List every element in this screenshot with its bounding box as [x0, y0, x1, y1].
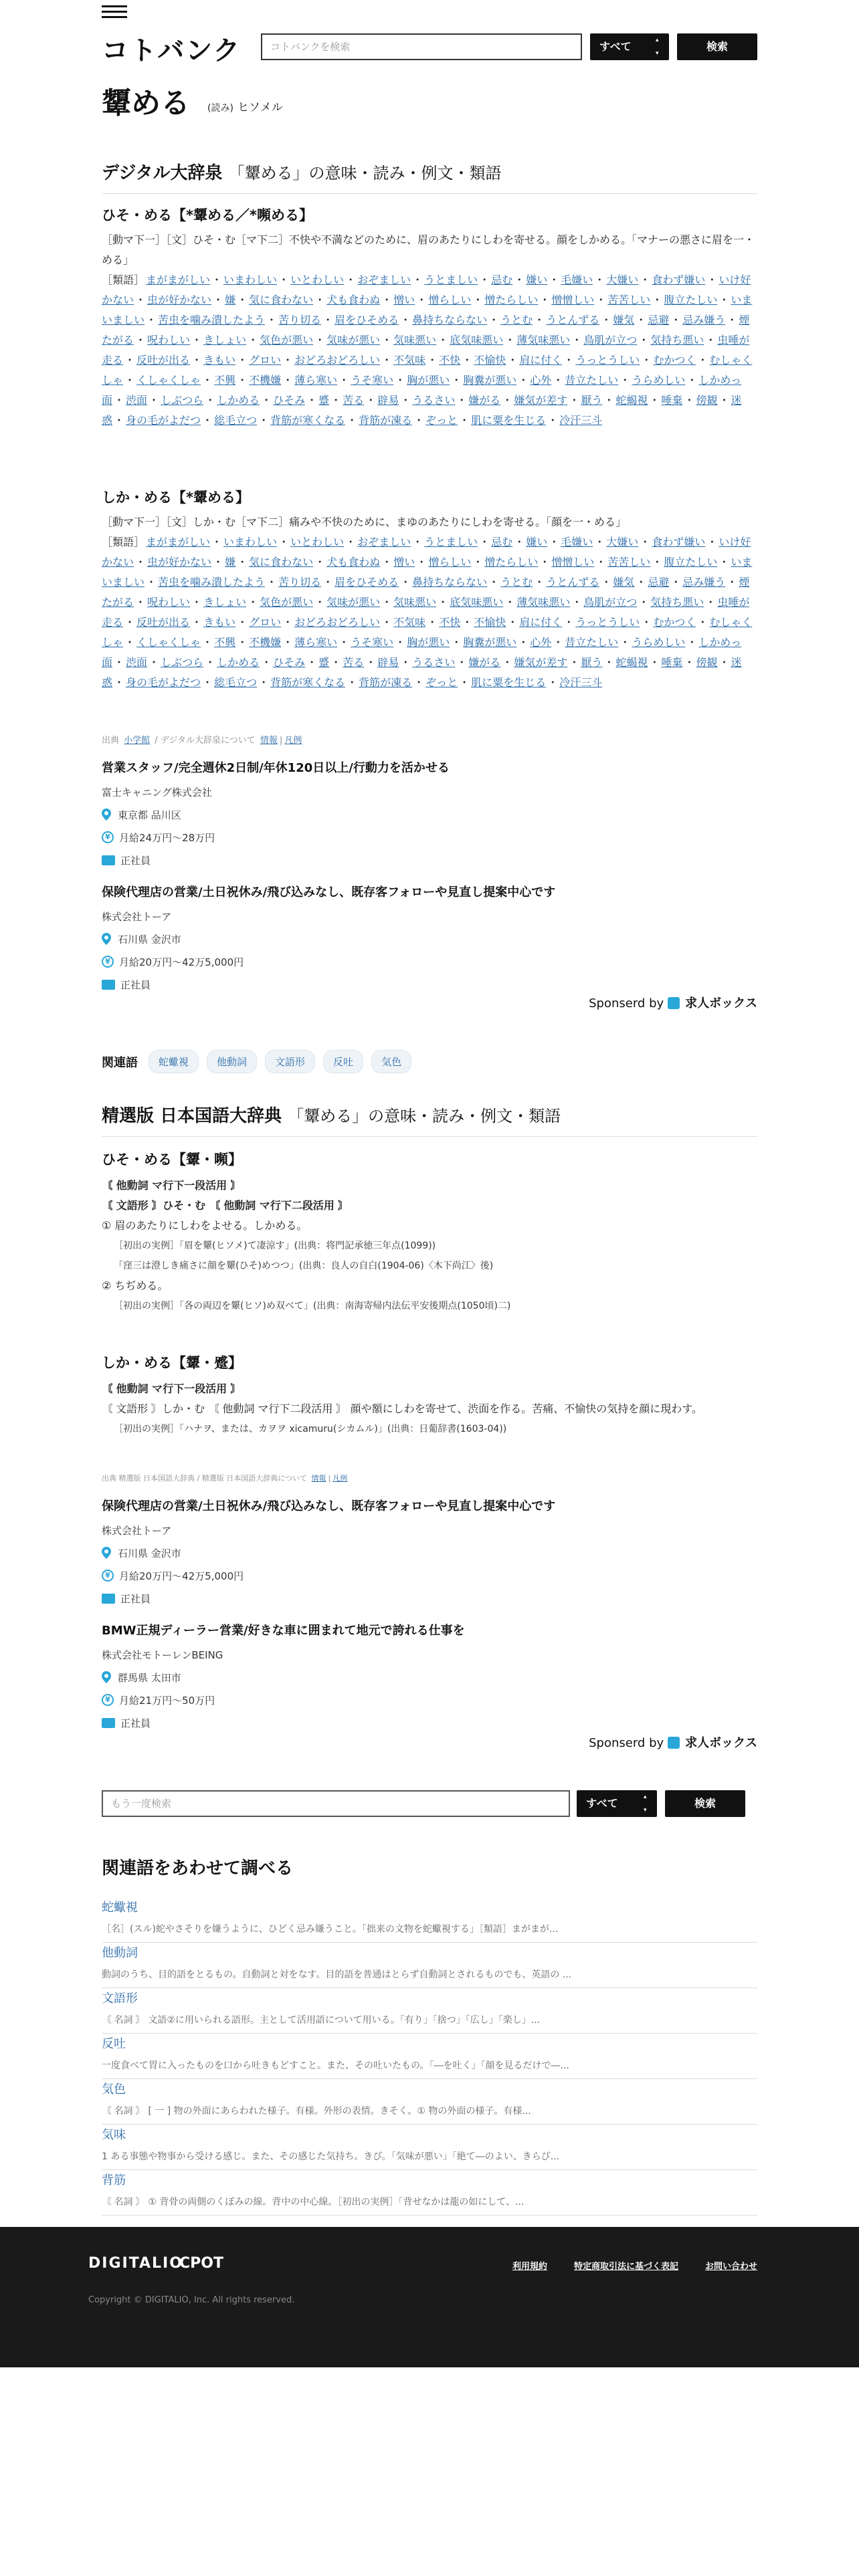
job-title[interactable]: 保険代理店の営業/土日祝休み/飛び込みなし、既存客フォローや見直し提案中心です: [102, 885, 556, 899]
synonym-link[interactable]: 眉をひそめる: [335, 576, 399, 588]
synonym-link[interactable]: 薄ら寒い: [294, 374, 338, 387]
synonym-link[interactable]: 不機嫌: [249, 374, 282, 387]
synonym-link[interactable]: 呪わしい: [147, 596, 191, 609]
briefcase-icon: [102, 1718, 115, 1728]
synonym-link[interactable]: 気持ち悪い: [650, 596, 704, 609]
synonym-link[interactable]: 大嫌い: [606, 274, 639, 286]
synonym-link[interactable]: おぞましい: [357, 274, 411, 286]
synonym-link[interactable]: 胸糞が悪い: [463, 374, 517, 387]
entry-heading: しか・める【顰・蹙】: [102, 1355, 242, 1371]
related-word-link[interactable]: 気味: [102, 2128, 126, 2142]
synonym-link[interactable]: 反吐が出る: [136, 616, 191, 629]
synonym-link[interactable]: しかめる: [217, 656, 260, 669]
related-word-desc: 1 ある事態や物事から受ける感じ。また、その感じた気持ち。きび。「気味が悪い」「絶て―のよい、きらび...: [102, 2151, 560, 2162]
synonym-link[interactable]: うとましい: [424, 536, 478, 548]
related-word-link[interactable]: 反吐: [102, 2037, 126, 2051]
synonym-link[interactable]: 薄気味悪い: [516, 334, 571, 346]
synonym-link[interactable]: 気色が悪い: [260, 334, 314, 346]
related-word-desc: 〘 名詞 〙 ① 背骨の両側のくぼみの線。背中の中心線。［初出の実例］「背せなかは龍の如にして、...: [102, 2197, 524, 2208]
synonym-link[interactable]: うそ寒い: [351, 374, 394, 387]
related-tag[interactable]: 反吐: [323, 1050, 363, 1073]
synonym-link[interactable]: 身の毛がよだつ: [126, 676, 201, 689]
location-pin-icon: [102, 1671, 111, 1683]
synonym-links: まがまがしい ・ いまわしい ・ いとわしい ・ おぞましい ・ うとましい ・ 忌む ・ 嫌い ・ 毛嫌い ・ 大嫌い ・ 食わず嫌い ・ いけ好かない ・ 虫が好かない ・ 嫌 ・ 気に食わない ・ 犬も食わぬ ・ 憎い ・ 憎らしい ・ 憎たらしい ・ 憎憎しい ・ 苦苦しい ・ 腹立たしい ・ いまいましい ・ 苦虫を噛み潰したよう ・ 苦り切る ・ 眉をひそめる ・ 鼻持ちならない ・ うとむ ・ うとんずる ・ 嫌気 ・ 忌避 ・ 忌み嫌う ・ 煙たがる ・ 呪わしい ・ きしょい ・ 気色が悪い ・ 気味が悪い ・ 気味悪い ・ 底気味悪い ・ 薄気味悪い ・ 鳥肌が立つ ・ 気持ち悪い ・ 虫唾が走る ・ 反吐が出る ・ きもい ・ グロい ・ おどろおどろしい ・ 不気味 ・ 不快 ・ 不愉快 ・ 肩に付く ・ うっとうしい ・ むかつく ・ むしゃくしゃ ・ くしゃくしゃ ・ 不興 ・ 不機嫌 ・ 薄ら寒い ・ うそ寒い ・ 胸が悪い ・ 胸糞が悪い ・ 心外 ・ 昔立たしい ・ うらめしい ・ しかめっ面 ・ 渋面 ・ しぶつら ・ しかめる ・ ひそみ ・ 蹙 ・ 苦る ・ 辟易 ・ うるさい ・ 嫌がる ・ 嫌気が差す ・ 厭う ・ 蛇蝎視 ・ 唾棄 ・ 傍観 ・ 迷惑 ・ 身の毛がよだつ ・ 総毛立つ ・ 背筋が寒くなる ・ 背筋が凍る ・ ぞっと ・ 肌に粟を生じる ・ 冷汗三斗: [102, 536, 753, 689]
synonym-link[interactable]: 気に食わない: [249, 556, 314, 568]
synonym-link[interactable]: 肩に付く: [519, 354, 563, 366]
related-word-link[interactable]: 他動詞: [102, 1946, 138, 1960]
yen-icon: ¥: [102, 1570, 114, 1582]
synonym-link[interactable]: 嫌い: [526, 536, 548, 548]
synonym-link[interactable]: 毛嫌い: [561, 274, 593, 286]
synonym-link[interactable]: くしゃくしゃ: [136, 374, 201, 387]
synonym-link[interactable]: 背筋が寒くなる: [270, 676, 346, 689]
bottom-search-input[interactable]: もう一度検索: [102, 1790, 570, 1817]
related-word-desc: 動詞のうち、目的語をとるもの。自動詞と対をなす。目的語を普通はとらず自動詞とされるものでも、英語の ...: [102, 1969, 572, 1980]
synonym-link[interactable]: 苦苦しい: [607, 556, 651, 568]
synonym-link[interactable]: しかめっ面: [102, 636, 742, 669]
synonym-link[interactable]: うとんずる: [546, 576, 600, 588]
entry-definition: 〘 他動詞 マ行下一段活用 〙 〘 文語形 〙しか・む 〘 他動詞 マ行下二段活用 〙 顔や額にしわを寄せて、渋面を作る。苦痛、不愉快の気持を顔に現わす。 ［初出の実例］「ハナヲ、または、カヲヲ xicamuru(シカムル)」(出典：日葡辞書(1603‐04)): [102, 1382, 703, 1434]
synonym-link[interactable]: 気に食わない: [249, 294, 314, 306]
synonym-link[interactable]: いまわしい: [223, 274, 278, 286]
synonym-link[interactable]: 虫が好かない: [147, 294, 212, 306]
location-pin-icon: [102, 1547, 111, 1559]
synonym-link[interactable]: 肩に付く: [519, 616, 563, 629]
synonym-link[interactable]: 気持ち悪い: [650, 334, 704, 346]
synonym-link[interactable]: 蹙: [318, 394, 330, 407]
synonym-link[interactable]: 苦り切る: [278, 314, 322, 326]
synonym-link[interactable]: きもい: [203, 354, 236, 366]
synonym-link[interactable]: うとんずる: [546, 314, 600, 326]
related-search-item[interactable]: [102, 2080, 757, 2125]
synonym-link[interactable]: ひそみ: [273, 394, 306, 407]
job-company: 株式会社モトーレンBEING: [102, 1649, 223, 1661]
synonym-link[interactable]: むしゃくしゃ: [102, 616, 753, 649]
source-legend-link[interactable]: 凡例: [284, 736, 302, 746]
job-company: 株式会社トーア: [102, 1525, 172, 1537]
synonym-links: まがまがしい ・ いまわしい ・ いとわしい ・ おぞましい ・ うとましい ・ 忌む ・ 嫌い ・ 毛嫌い ・ 大嫌い ・ 食わず嫌い ・ いけ好かない ・ 虫が好かない ・ 嫌 ・ 気に食わない ・ 犬も食わぬ ・ 憎い ・ 憎らしい ・ 憎たらしい ・ 憎憎しい ・ 苦苦しい ・ 腹立たしい ・ いまいましい ・ 苦虫を噛み潰したよう ・ 苦り切る ・ 眉をひそめる ・ 鼻持ちならない ・ うとむ ・ うとんずる ・ 嫌気 ・ 忌避 ・ 忌み嫌う ・ 煙たがる ・ 呪わしい ・ きしょい ・ 気色が悪い ・ 気味が悪い ・ 気味悪い ・ 底気味悪い ・ 薄気味悪い ・ 鳥肌が立つ ・ 気持ち悪い ・ 虫唾が走る ・ 反吐が出る ・ きもい ・ グロい ・ おどろおどろしい ・ 不気味 ・ 不快 ・ 不愉快 ・ 肩に付く ・ うっとうしい ・ むかつく ・ むしゃくしゃ ・ くしゃくしゃ ・ 不興 ・ 不機嫌 ・ 薄ら寒い ・ うそ寒い ・ 胸が悪い ・ 胸糞が悪い ・ 心外 ・ 昔立たしい ・ うらめしい ・ しかめっ面 ・ 渋面 ・ しぶつら ・ しかめる ・ ひそみ ・ 蹙 ・ 苦る ・ 辟易 ・ うるさい ・ 嫌がる ・ 嫌気が差す ・ 厭う ・ 蛇蝎視 ・ 唾棄 ・ 傍観 ・ 迷惑 ・ 身の毛がよだつ ・ 総毛立つ ・ 背筋が寒くなる ・ 背筋が凍る ・ ぞっと ・ 肌に粟を生じる ・ 冷汗三斗: [102, 274, 753, 427]
source-info-link[interactable]: 情報: [260, 736, 278, 746]
synonym-link[interactable]: 不快: [439, 616, 461, 629]
synonym-link[interactable]: 傍観: [696, 656, 718, 669]
synonym-link[interactable]: 辟易: [377, 394, 399, 407]
section-title-seisen: 精選版 日本国語大辞典 「顰める」の意味・読み・例文・類語: [102, 1102, 757, 1137]
related-word-desc: 〘 名詞 〙 文語②に用いられる語形。主として活用語について用いる。「有り」「捨つ」「広し」「楽し」...: [102, 2015, 540, 2026]
synonym-link[interactable]: 迷惑: [102, 656, 742, 689]
synonym-link[interactable]: 総毛立つ: [214, 414, 258, 427]
synonym-link[interactable]: いけ好かない: [102, 274, 751, 306]
synonym-link[interactable]: 不快: [439, 354, 461, 366]
entry-heading: しか・める【*顰める】: [102, 490, 250, 506]
synonym-link[interactable]: 背筋が凍る: [359, 414, 413, 427]
job-location: 東京都 品川区: [102, 807, 757, 822]
synonym-link[interactable]: 気味が悪い: [326, 596, 381, 609]
synonym-link[interactable]: 気色が悪い: [260, 596, 314, 609]
related-search-item[interactable]: [102, 1943, 757, 1988]
synonym-link[interactable]: 煙たがる: [102, 314, 750, 346]
source-info-link[interactable]: 情報: [311, 1474, 326, 1483]
job-card[interactable]: 保険代理店の営業/土日祝休み/飛び込みなし、既存客フォローや見直し提案中心です 株式会社トーア 石川県 金沢市 ¥ 月給20万円〜42万5,000円 正社員: [102, 1497, 757, 1606]
synonym-link[interactable]: うっとうしい: [575, 616, 640, 629]
related-search-item[interactable]: [102, 2171, 757, 2216]
related-tag[interactable]: 蛇蠍視: [149, 1050, 199, 1073]
synonym-link[interactable]: うらめしい: [632, 636, 686, 649]
synonym-link[interactable]: 心外: [530, 374, 552, 387]
digitalio-logo[interactable]: DIGITALIO: [88, 2255, 183, 2272]
synonym-link[interactable]: 呪わしい: [147, 334, 191, 346]
synonym-link[interactable]: 気味悪い: [393, 596, 437, 609]
entry-definition: ［動マ下一］［文］しか・む［マ下二］痛みや不快のために、まゆのあたりにしわを寄せる。「顔を一・める」 ［類語］ まがまがしい ・ いまわしい ・ いとわしい ・ おぞましい ・ うとましい ・ 忌む ・ 嫌い ・ 毛嫌い ・ 大嫌い ・ 食わず嫌い ・ いけ好かない ・ 虫が好かない ・ 嫌 ・ 気に食わない ・ 犬も食わぬ ・ 憎い ・ 憎らしい ・ 憎たらしい ・ 憎憎しい ・ 苦苦しい ・ 腹立たしい ・ いまいましい ・ 苦虫を噛み潰したよう ・ 苦り切る ・ 眉をひそめる ・ 鼻持ちならない ・ うとむ ・ うとんずる ・ 嫌気 ・ 忌避 ・ 忌み嫌う ・ 煙たがる ・ 呪わしい ・ きしょい ・ 気色が悪い ・ 気味が悪い ・ 気味悪い ・ 底気味悪い ・ 薄気味悪い ・ 鳥肌が立つ ・ 気持ち悪い ・ 虫唾が走る ・ 反吐が出る ・ きもい ・ グロい ・ おどろおどろしい ・ 不気味 ・ 不快 ・ 不愉快 ・ 肩に付く ・ うっとうしい ・ むかつく ・ むしゃくしゃ ・ くしゃくしゃ ・ 不興 ・ 不機嫌 ・ 薄ら寒い ・ うそ寒い ・ 胸が悪い ・ 胸糞が悪い ・ 心外 ・ 昔立たしい ・ うらめしい ・ しかめっ面 ・ 渋面 ・ しぶつら ・ しかめる ・ ひそみ ・ 蹙 ・ 苦る ・ 辟易 ・ うるさい ・ 嫌がる ・ 嫌気が差す ・ 厭う ・ 蛇蝎視 ・ 唾棄 ・ 傍観 ・ 迷惑 ・ 身の毛がよだつ ・ 総毛立つ ・ 背筋が寒くなる ・ 背筋が凍る ・ ぞっと ・ 肌に粟を生じる ・ 冷汗三斗: [102, 516, 753, 689]
synonym-link[interactable]: 煙たがる: [102, 576, 750, 609]
synonym-link[interactable]: 鳥肌が立つ: [583, 596, 638, 609]
synonym-link[interactable]: 憎憎しい: [551, 556, 595, 568]
synonym-link[interactable]: 憎憎しい: [551, 294, 595, 306]
synonym-link[interactable]: 不愉快: [474, 354, 506, 366]
related-search-item[interactable]: [102, 2034, 757, 2079]
job-company: 株式会社トーア: [102, 911, 172, 923]
synonym-link[interactable]: 苦る: [343, 394, 365, 407]
synonym-link[interactable]: うらめしい: [632, 374, 686, 387]
yen-icon: ¥: [102, 1694, 114, 1706]
synonym-link[interactable]: 犬も食わぬ: [326, 294, 381, 306]
synonym-link[interactable]: 背筋が寒くなる: [270, 414, 346, 427]
related-search-item[interactable]: [102, 2125, 757, 2170]
synonym-link[interactable]: 厭う: [581, 656, 603, 669]
synonym-link[interactable]: 胸糞が悪い: [463, 636, 517, 649]
synonym-link[interactable]: 憎たらしい: [484, 556, 539, 568]
job-salary: ¥ 月給24万円〜28万円: [102, 830, 757, 845]
synonym-link[interactable]: いまいましい: [102, 294, 753, 326]
synonym-link[interactable]: 昔立たしい: [565, 636, 619, 649]
synonym-link[interactable]: 背筋が凍る: [359, 676, 413, 689]
synonym-link[interactable]: しぶつら: [161, 656, 204, 669]
synonym-link[interactable]: 冷汗三斗: [559, 414, 603, 427]
synonym-link[interactable]: 忌避: [648, 314, 670, 326]
search-button[interactable]: 検索: [677, 33, 757, 60]
synonym-link[interactable]: 鼻持ちならない: [412, 576, 488, 588]
synonym-link[interactable]: 忌む: [491, 274, 513, 286]
cpot-logo[interactable]: CPOT: [179, 2255, 223, 2272]
yen-icon: ¥: [102, 831, 114, 843]
related-tags: 関連語 蛇蠍視 他動詞 文語形 反吐 気色: [102, 1050, 419, 1073]
entry-definition: 〘 他動詞 マ行下一段活用 〙 〘 文語形 〙ひそ・む 〘 他動詞 マ行下二段活用 〙 ① 眉のあたりにしわをよせる。しかめる。 ［初出の実例］「眉を顰(ヒソメ)て凄涼す」(出典：将門記承徳三年点(1099)) 「窪三は澄しき痛さに顔を顰(ひそ)めつつ」(出典：良人の自白(1904‐06)〈木下尚江〉後) ② ちぢめる。 ［初出の実例］「各の両辺を顰(ヒソ)め双べて」(出典：南海寄帰内法伝平安後期点(1050頃)二): [102, 1179, 511, 1311]
synonym-link[interactable]: 不気味: [393, 354, 426, 366]
scope-select[interactable]: すべて ▴▾: [590, 33, 669, 60]
synonym-link[interactable]: しかめっ面: [102, 374, 742, 407]
synonym-link[interactable]: 食わず嫌い: [652, 274, 706, 286]
location-pin-icon: [102, 809, 111, 821]
synonym-link[interactable]: 憎らしい: [428, 294, 472, 306]
synonym-link[interactable]: 薄気味悪い: [516, 596, 571, 609]
headword-reading: (読み) ヒソメル: [207, 101, 283, 114]
synonym-link[interactable]: ひそみ: [273, 656, 306, 669]
sponsor-label: Sponserd by 求人ボックス: [589, 996, 757, 1010]
synonym-link[interactable]: 苦虫を噛み潰したよう: [158, 314, 266, 326]
kyujinbox-logo-icon: [668, 997, 680, 1009]
synonym-link[interactable]: 昔立たしい: [565, 374, 619, 387]
synonym-link[interactable]: 不愉快: [474, 616, 506, 629]
synonym-link[interactable]: 忌み嫌う: [682, 576, 726, 588]
synonym-link[interactable]: 憎たらしい: [484, 294, 539, 306]
synonym-link[interactable]: 忌み嫌う: [682, 314, 726, 326]
related-word-desc: 〘 名詞 〙 [ 一 ] 物の外面にあらわれた様子。有様。外形の表情。きそく。① 物の外面の様子。有様...: [102, 2106, 531, 2117]
synonym-link[interactable]: おどろおどろしい: [294, 354, 381, 366]
synonym-link[interactable]: きもい: [203, 616, 236, 629]
briefcase-icon: [102, 1594, 115, 1604]
synonym-link[interactable]: 気味悪い: [393, 334, 437, 346]
synonym-link[interactable]: うるさい: [412, 394, 456, 407]
source-line: 出典 小学館 / デジタル大辞泉について 情報 | 凡例: [102, 736, 302, 746]
synonym-link[interactable]: まがまがしい: [146, 536, 211, 548]
entry-definition: ［動マ下一］［文］ひそ・む［マ下二］不快や不満などのために、眉のあたりにしわを寄せる。顔をしかめる。「マナーの悪さに眉を一・める」 ［類語］ まがまがしい ・ いまわしい ・ いとわしい ・ おぞましい ・ うとましい ・ 忌む ・ 嫌い ・ 毛嫌い ・ 大嫌い ・ 食わず嫌い ・ いけ好かない ・ 虫が好かない ・ 嫌 ・ 気に食わない ・ 犬も食わぬ ・ 憎い ・ 憎らしい ・ 憎たらしい ・ 憎憎しい ・ 苦苦しい ・ 腹立たしい ・ いまいましい ・ 苦虫を噛み潰したよう ・ 苦り切る ・ 眉をひそめる ・ 鼻持ちならない ・ うとむ ・ うとんずる ・ 嫌気 ・ 忌避 ・ 忌み嫌う ・ 煙たがる ・ 呪わしい ・ きしょい ・ 気色が悪い ・ 気味が悪い ・ 気味悪い ・ 底気味悪い ・ 薄気味悪い ・ 鳥肌が立つ ・ 気持ち悪い ・ 虫唾が走る ・ 反吐が出る ・ きもい ・ グロい ・ おどろおどろしい ・ 不気味 ・ 不快 ・ 不愉快 ・ 肩に付く ・ うっとうしい ・ むかつく ・ むしゃくしゃ ・ くしゃくしゃ ・ 不興 ・ 不機嫌 ・ 薄ら寒い ・ うそ寒い ・ 胸が悪い ・ 胸糞が悪い ・ 心外 ・ 昔立たしい ・ うらめしい ・ しかめっ面 ・ 渋面 ・ しぶつら ・ しかめる ・ ひそみ ・ 蹙 ・ 苦る ・ 辟易 ・ うるさい ・ 嫌がる ・ 嫌気が差す ・ 厭う ・ 蛇蝎視 ・ 唾棄 ・ 傍観 ・ 迷惑 ・ 身の毛がよだつ ・ 総毛立つ ・ 背筋が寒くなる ・ 背筋が凍る ・ ぞっと ・ 肌に粟を生じる ・ 冷汗三斗: [102, 233, 755, 427]
synonym-link[interactable]: 嫌い: [526, 274, 548, 286]
synonym-link[interactable]: 肌に粟を生じる: [471, 676, 547, 689]
synonym-link[interactable]: 胸が悪い: [407, 374, 450, 387]
synonym-link[interactable]: ぞっと: [425, 414, 458, 427]
synonym-link[interactable]: うっとうしい: [575, 354, 640, 366]
briefcase-icon: [102, 855, 115, 865]
synonym-link[interactable]: 不気味: [393, 616, 426, 629]
bottom-scope-select[interactable]: すべて ▴▾: [577, 1790, 657, 1817]
synonym-link[interactable]: 底気味悪い: [450, 334, 504, 346]
synonym-link[interactable]: 鳥肌が立つ: [583, 334, 638, 346]
synonym-link[interactable]: 胸が悪い: [407, 636, 450, 649]
synonym-link[interactable]: 大嫌い: [606, 536, 639, 548]
synonym-link[interactable]: 薄ら寒い: [294, 636, 338, 649]
synonym-link[interactable]: 唾棄: [661, 656, 683, 669]
synonym-link[interactable]: 苦苦しい: [607, 294, 651, 306]
source-line: 出典 精選版 日本国語大辞典 / 精選版 日本国語大辞典について 情報 | 凡例: [102, 1474, 348, 1483]
source-publisher-link[interactable]: 小学館: [124, 736, 151, 746]
related-tag[interactable]: 他動詞: [207, 1050, 257, 1073]
related-word-link[interactable]: 背筋: [102, 2173, 126, 2187]
related-tag[interactable]: 気色: [371, 1050, 411, 1073]
synonym-link[interactable]: くしゃくしゃ: [136, 636, 201, 649]
synonym-link[interactable]: ぞっと: [425, 676, 458, 689]
source-legend-link[interactable]: 凡例: [332, 1474, 348, 1483]
job-card[interactable]: 保険代理店の営業/土日祝休み/飛び込みなし、既存客フォローや見直し提案中心です 株式会社トーア 石川県 金沢市 ¥ 月給20万円〜42万5,000円 正社員: [102, 883, 757, 992]
synonym-link[interactable]: 嫌がる: [468, 394, 501, 407]
entry-heading: ひそ・める【顰・嚬】: [102, 1152, 242, 1168]
synonym-link[interactable]: きしょい: [203, 334, 247, 346]
synonym-link[interactable]: 憎らしい: [428, 556, 472, 568]
synonym-link[interactable]: うるさい: [412, 656, 456, 669]
synonym-link[interactable]: 虫唾が走る: [102, 596, 750, 629]
synonym-link[interactable]: 憎い: [393, 294, 415, 306]
synonym-link[interactable]: おぞましい: [357, 536, 411, 548]
footer-link-contact[interactable]: お問い合わせ: [704, 2262, 757, 2272]
synonym-link[interactable]: 蛇蝎視: [615, 656, 648, 669]
sponsor-label: Sponserd by 求人ボックス: [589, 1736, 757, 1750]
synonym-link[interactable]: いとわしい: [290, 536, 345, 548]
synonym-link[interactable]: 不機嫌: [249, 636, 282, 649]
synonym-link[interactable]: しかめる: [217, 394, 260, 407]
footer-link-commerce[interactable]: 特定商取引法に基づく表記: [573, 2262, 678, 2272]
synonym-link[interactable]: 嫌: [225, 294, 236, 306]
job-title[interactable]: 保険代理店の営業/土日祝休み/飛び込みなし、既存客フォローや見直し提案中心です: [102, 1499, 556, 1513]
synonym-link[interactable]: いまわしい: [223, 536, 278, 548]
search-input[interactable]: コトバンクを検索: [261, 33, 582, 60]
synonym-link[interactable]: 総毛立つ: [214, 676, 258, 689]
synonym-link[interactable]: 虫唾が走る: [102, 334, 750, 366]
job-title[interactable]: 営業スタッフ/完全週休2日制/年休120日以上/行動力を活かせる: [102, 761, 450, 775]
synonym-link[interactable]: 渋面: [126, 394, 148, 407]
related-search-item[interactable]: [102, 1898, 757, 1943]
related-word-desc: 一度食べて胃に入ったものを口から吐きもどすこと。また、その吐いたもの。「―を吐く」「顔を見るだけで―...: [102, 2060, 569, 2071]
synonym-link[interactable]: グロい: [249, 616, 282, 629]
synonym-link[interactable]: まがまがしい: [146, 274, 211, 286]
related-word-link[interactable]: 気色: [102, 2082, 126, 2097]
synonym-link[interactable]: 不興: [214, 374, 236, 387]
synonym-link[interactable]: 忌避: [648, 576, 670, 588]
synonym-link[interactable]: グロい: [249, 354, 282, 366]
footer: [0, 2227, 859, 2367]
synonym-link[interactable]: 嫌: [225, 556, 236, 568]
kyujinbox-logo-icon: [668, 1737, 680, 1749]
synonym-link[interactable]: 蹙: [318, 656, 330, 669]
yen-icon: ¥: [102, 956, 114, 968]
copyright: Copyright © DIGITALIO, Inc. All rights reserved.: [88, 2295, 295, 2305]
briefcase-icon: [102, 980, 115, 990]
synonym-link[interactable]: いとわしい: [290, 274, 345, 286]
synonym-link[interactable]: 忌む: [491, 536, 513, 548]
synonym-link[interactable]: 虫が好かない: [147, 556, 212, 568]
synonym-link[interactable]: 苦る: [343, 656, 365, 669]
synonym-link[interactable]: 嫌気が差す: [514, 656, 568, 669]
synonym-link[interactable]: しぶつら: [161, 394, 204, 407]
synonym-link[interactable]: 苦り切る: [278, 576, 322, 588]
synonym-link[interactable]: 迷惑: [102, 394, 742, 427]
synonym-link[interactable]: 唾棄: [661, 394, 683, 407]
bottom-search-button[interactable]: 検索: [665, 1790, 745, 1817]
synonym-link[interactable]: 冷汗三斗: [559, 676, 603, 689]
synonym-link[interactable]: 底気味悪い: [450, 596, 504, 609]
synonym-link[interactable]: 憎い: [393, 556, 415, 568]
headword: 顰める: [102, 86, 190, 120]
synonym-link[interactable]: 嫌がる: [468, 656, 501, 669]
section-title-digital: デジタル大辞泉 「顰める」の意味・読み・例文・類語: [102, 159, 757, 194]
synonym-link[interactable]: 鼻持ちならない: [412, 314, 488, 326]
synonym-link[interactable]: むかつく: [653, 616, 696, 629]
synonym-link[interactable]: うとましい: [424, 274, 478, 286]
synonym-link[interactable]: 嫌気: [613, 314, 635, 326]
related-word-desc: ［名］(スル)蛇やさそりを嫌うように、ひどく忌み嫌うこと。「拙来の文物を蛇蠍視する」［類語］まがまが...: [102, 1924, 559, 1935]
synonym-link[interactable]: いまいましい: [102, 556, 753, 588]
synonym-link[interactable]: 身の毛がよだつ: [126, 414, 201, 427]
job-company: 富士キャニング株式会社: [102, 786, 212, 798]
related-word-link[interactable]: 蛇蠍視: [102, 1901, 138, 1915]
site-logo[interactable]: コトバンク: [102, 35, 242, 66]
menu-icon[interactable]: [102, 5, 127, 20]
footer-link-terms[interactable]: 利用規約: [512, 2262, 547, 2272]
job-card[interactable]: BMW正規ディーラー営業/好きな車に囲まれて地元で誇れる仕事を 株式会社モトーレンBEING 群馬県 太田市 ¥ 月給21万円〜50万円 正社員: [102, 1621, 757, 1730]
location-pin-icon: [102, 933, 111, 945]
job-card[interactable]: [102, 758, 757, 867]
synonym-link[interactable]: 腹立たしい: [664, 294, 718, 306]
synonym-link[interactable]: 辟易: [377, 656, 399, 669]
related-search-item[interactable]: [102, 1989, 757, 2034]
job-type: 正社員: [102, 853, 757, 867]
synonym-link[interactable]: うとむ: [500, 576, 533, 588]
synonym-link[interactable]: むしゃくしゃ: [102, 354, 753, 387]
synonym-link[interactable]: 傍観: [696, 394, 718, 407]
synonym-link[interactable]: 犬も食わぬ: [326, 556, 381, 568]
synonym-link[interactable]: うとむ: [500, 314, 533, 326]
synonym-link[interactable]: きしょい: [203, 596, 247, 609]
related-word-link[interactable]: 文語形: [102, 1992, 138, 2006]
related-search-title: 関連語をあわせて調べる: [102, 1858, 294, 1879]
synonym-link[interactable]: 嫌気: [613, 576, 635, 588]
synonym-link[interactable]: おどろおどろしい: [294, 616, 381, 629]
synonym-link[interactable]: 不興: [214, 636, 236, 649]
synonym-link[interactable]: むかつく: [653, 354, 696, 366]
synonym-link[interactable]: 食わず嫌い: [652, 536, 706, 548]
job-title[interactable]: BMW正規ディーラー営業/好きな車に囲まれて地元で誇れる仕事を: [102, 1624, 465, 1638]
synonym-link[interactable]: 毛嫌い: [561, 536, 593, 548]
synonym-link[interactable]: いけ好かない: [102, 536, 751, 568]
synonym-link[interactable]: 気味が悪い: [326, 334, 381, 346]
synonym-link[interactable]: 苦虫を噛み潰したよう: [158, 576, 266, 588]
related-tag[interactable]: 文語形: [265, 1050, 315, 1073]
synonym-link[interactable]: 渋面: [126, 656, 148, 669]
synonym-link[interactable]: 眉をひそめる: [335, 314, 399, 326]
synonym-link[interactable]: 心外: [530, 636, 552, 649]
synonym-link[interactable]: 肌に粟を生じる: [471, 414, 547, 427]
synonym-link[interactable]: 嫌気が差す: [514, 394, 568, 407]
synonym-link[interactable]: 反吐が出る: [136, 354, 191, 366]
entry-heading: ひそ・める【*顰める／*嚬める】: [102, 207, 313, 223]
synonym-link[interactable]: 腹立たしい: [664, 556, 718, 568]
synonym-link[interactable]: うそ寒い: [351, 636, 394, 649]
synonym-link[interactable]: 蛇蝎視: [615, 394, 648, 407]
synonym-link[interactable]: 厭う: [581, 394, 603, 407]
